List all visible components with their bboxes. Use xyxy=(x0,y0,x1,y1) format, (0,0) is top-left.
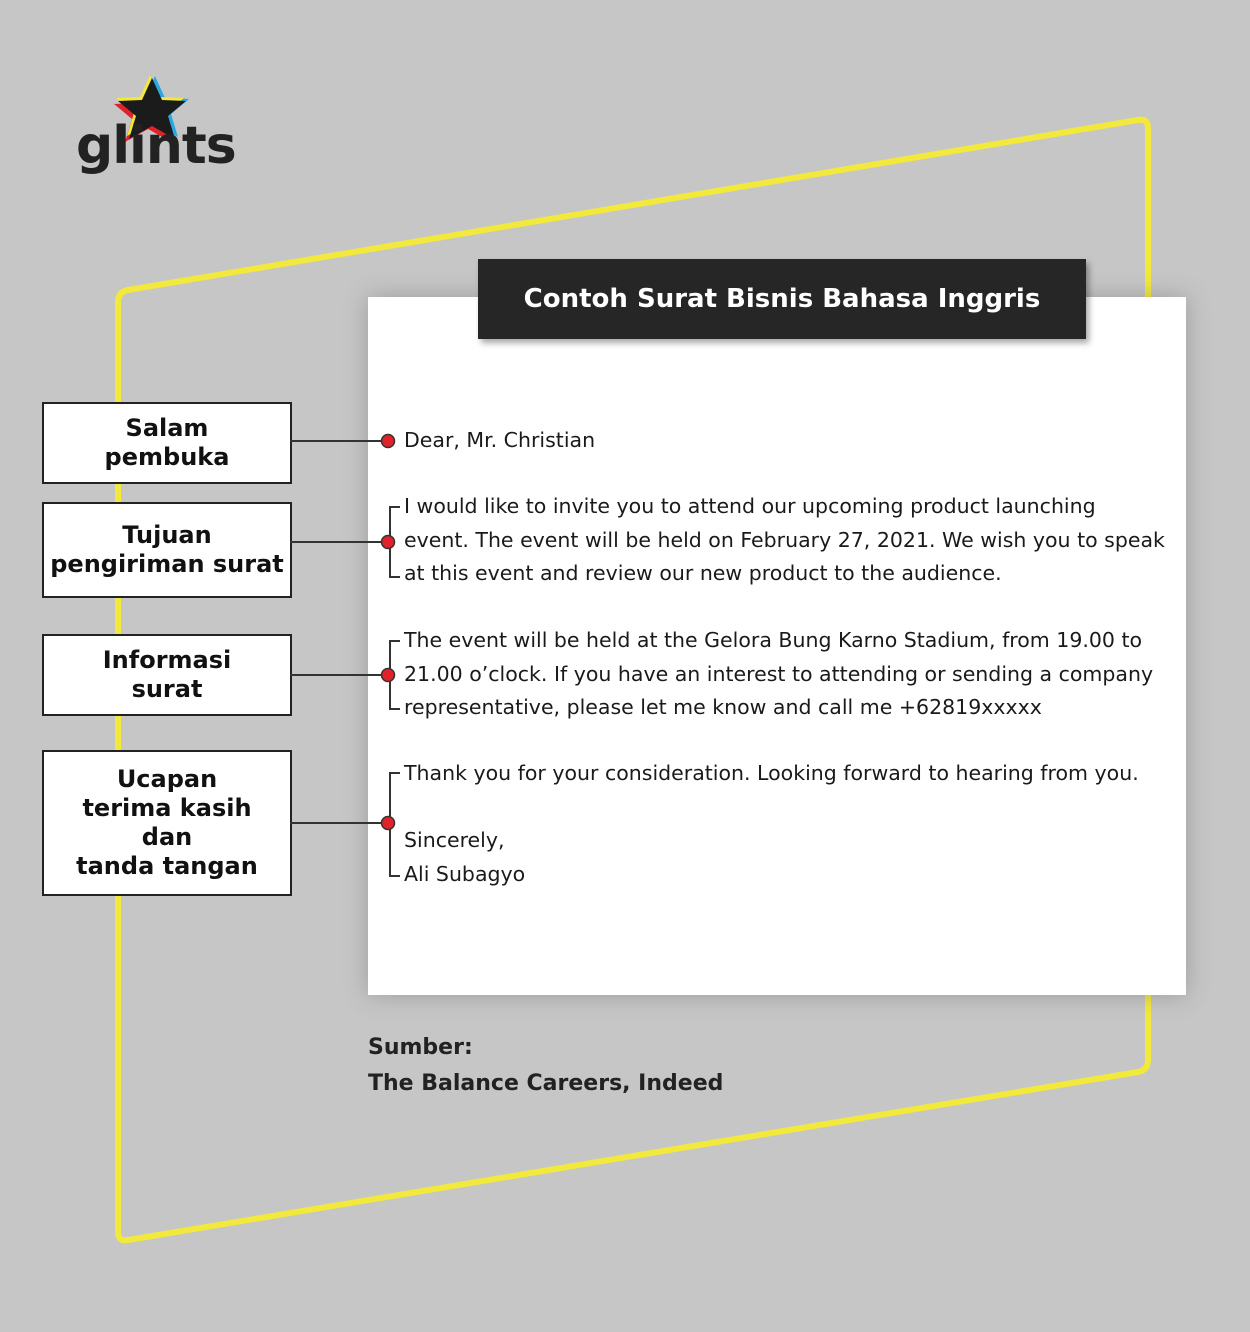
label-line: pengiriman surat xyxy=(50,550,284,578)
connector-dot xyxy=(382,817,395,830)
letter-line: at this event and review our new product to the audience. xyxy=(404,561,1002,585)
connector-dot xyxy=(382,536,395,549)
label-line: pembuka xyxy=(104,443,230,471)
source-value: The Balance Careers, Indeed xyxy=(368,1071,724,1096)
label-line: terima kasih xyxy=(82,794,252,822)
brand-wordmark: glints xyxy=(76,116,236,176)
label-line: surat xyxy=(131,675,203,703)
title-text: Contoh Surat Bisnis Bahasa Inggris xyxy=(523,284,1041,314)
letter-line: Thank you for your consideration. Looking forward to hearing from you. xyxy=(404,761,1139,785)
connector-dot xyxy=(382,435,395,448)
label-line: Tujuan xyxy=(122,521,212,549)
letter-line: 21.00 o’clock. If you have an interest to attending or sending a company xyxy=(404,661,1154,686)
letter-greeting xyxy=(404,424,595,458)
letter-line: Dear, Mr. Christian xyxy=(404,428,596,452)
source-note xyxy=(368,1030,723,1102)
blank-line xyxy=(404,791,1139,825)
label-line: Informasi xyxy=(102,646,232,674)
connector-dot xyxy=(382,669,395,682)
letter-line: event. The event will be held on February 27, 2021. We wish you to speak xyxy=(404,527,1165,552)
label-line: Salam xyxy=(125,414,209,442)
letter-line: I would like to invite you to attend our upcoming product launching xyxy=(404,494,1096,518)
label-line: dan xyxy=(141,823,193,851)
label-line: Ucapan xyxy=(116,765,218,793)
letter-information xyxy=(404,624,1153,725)
letter-line: Sincerely, xyxy=(404,828,505,852)
letter-purpose xyxy=(404,490,1165,591)
letter-line: Ali Subagyo xyxy=(404,861,526,886)
source-label: Sumber: xyxy=(368,1035,473,1060)
letter-closing xyxy=(404,757,1139,891)
label-line: tanda tangan xyxy=(76,852,258,880)
letter-line: representative, please let me know and call me +62819xxxxx xyxy=(404,695,1042,719)
letter-line: The event will be held at the Gelora Bung Karno Stadium, from 19.00 to xyxy=(404,628,1143,652)
